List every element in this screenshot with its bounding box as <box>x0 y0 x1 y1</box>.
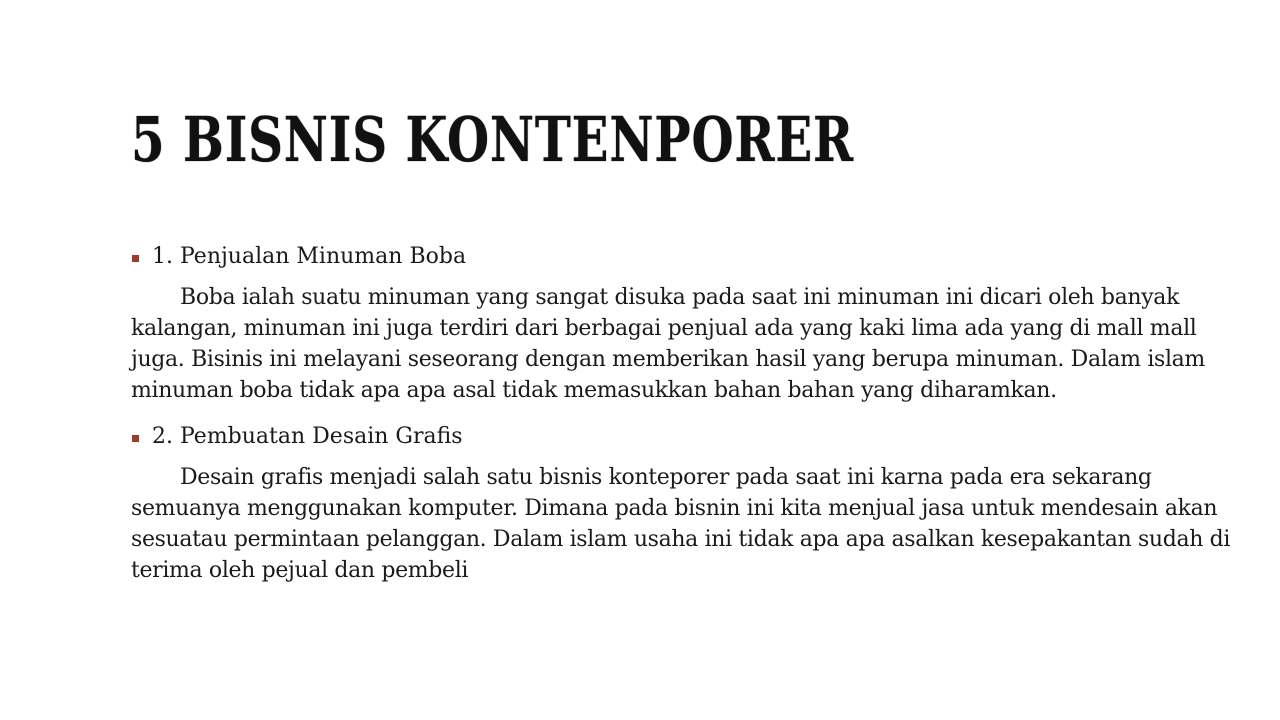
square-bullet-icon <box>132 435 139 442</box>
slide-content <box>131 240 1241 586</box>
square-bullet-icon <box>132 255 139 262</box>
section-heading-1 <box>131 240 1241 274</box>
section-heading-text: 1. Penjualan Minuman Boba <box>152 244 467 269</box>
section-heading-2 <box>131 420 1241 454</box>
section-body-1: Boba ialah suatu minuman yang sangat disuka pada saat ini minuman ini dicari oleh banyak kalangan, minuman ini juga terdiri dari berbagai penjual ada yang kaki lima ada yang di mall mall juga. Bisinis ini melayani seseorang dengan memberikan hasil yang berupa minuman. Dalam islam minuman boba tidak apa apa asal tidak memasukkan bahan bahan yang diharamkan. <box>131 285 1205 403</box>
slide-title: 5 BISNIS KONTENPORER <box>131 103 854 176</box>
section-body-2: Desain grafis menjadi salah satu bisnis konteporer pada saat ini karna pada era sekarang semuanya menggunakan komputer. Dimana pada bisnin ini kita menjual jasa untuk mendesain akan sesuatau permintaan pelanggan. Dalam islam usaha ini tidak apa apa asalkan kesepakantan sudah di terima oleh pejual dan pembeli <box>131 465 1231 583</box>
section-heading-text: 2. Pembuatan Desain Grafis <box>152 424 463 449</box>
